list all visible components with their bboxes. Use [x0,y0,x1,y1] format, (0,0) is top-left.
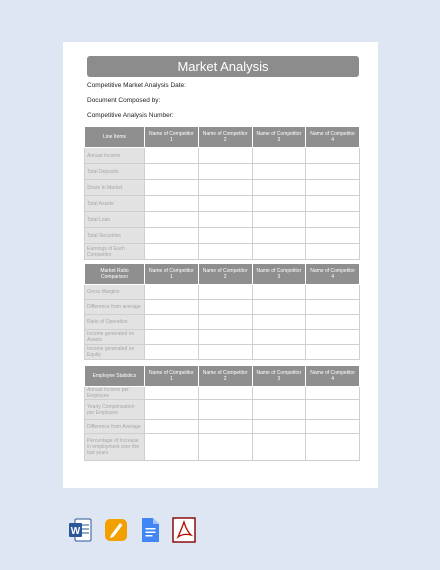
market-ratio-table [84,263,360,360]
table-cell[interactable] [198,228,252,244]
row-label: Yearly Compensation per Employee [85,400,145,420]
competitor-header: Name of Competitor 1 [145,264,199,285]
table-cell[interactable] [252,420,306,434]
table-cell[interactable] [145,180,199,196]
field-analysis-number: Competitive Analysis Number: [87,112,174,119]
table-cell[interactable] [252,387,306,400]
table-cell[interactable] [306,164,360,180]
row-label: Annual Income per Employee [85,387,145,400]
row-label: Total Assets [85,196,145,212]
table-cell[interactable] [198,420,252,434]
table-cell[interactable] [198,285,252,300]
pages-icon[interactable] [104,517,128,543]
competitor-header: Name of Competitor 4 [306,127,360,148]
table-cell[interactable] [145,228,199,244]
row-label: Difference from average [85,300,145,315]
table-cell[interactable] [145,330,199,345]
table-row [85,345,360,360]
table-cell[interactable] [306,315,360,330]
table-cell[interactable] [252,212,306,228]
row-label: Ratio of Operation [85,315,145,330]
table-header: Market Ratio Comparison [85,264,145,285]
table-cell[interactable] [306,345,360,360]
table-cell[interactable] [145,300,199,315]
table-cell[interactable] [145,315,199,330]
table-cell[interactable] [145,420,199,434]
table-cell[interactable] [306,300,360,315]
table-row [85,196,360,212]
competitor-header: Name of Competitor 3 [252,127,306,148]
file-format-icons [68,517,208,543]
row-label: Income generated on Assets [85,330,145,345]
table-row [85,434,360,461]
table-row [85,244,360,260]
table-cell[interactable] [145,212,199,228]
table-cell[interactable] [198,434,252,461]
google-docs-icon[interactable] [138,517,162,543]
table-cell[interactable] [306,244,360,260]
word-icon[interactable] [68,517,92,543]
table-cell[interactable] [306,228,360,244]
table-cell[interactable] [198,212,252,228]
competitor-header: Name of Competitor 2 [198,127,252,148]
table-cell[interactable] [306,212,360,228]
table-cell[interactable] [306,285,360,300]
table-row [85,330,360,345]
table-cell[interactable] [145,244,199,260]
table-cell[interactable] [145,196,199,212]
table-cell[interactable] [198,330,252,345]
row-label: Difference from Average [85,420,145,434]
table-cell[interactable] [145,434,199,461]
table-cell[interactable] [306,400,360,420]
competitor-header: Name of Competitor 1 [145,127,199,148]
row-label: Earnings of Each Competitor [85,244,145,260]
table-cell[interactable] [252,315,306,330]
table-cell[interactable] [252,228,306,244]
table-cell[interactable] [198,315,252,330]
table-cell[interactable] [198,196,252,212]
table-cell[interactable] [198,164,252,180]
row-label: Total Loan [85,212,145,228]
table-cell[interactable] [145,387,199,400]
table-row [85,148,360,164]
row-label: Income generated on Equity [85,345,145,360]
table-cell[interactable] [198,180,252,196]
table-header: Line Items [85,127,145,148]
employee-statistics-table [84,365,360,461]
table-cell[interactable] [252,400,306,420]
table-cell[interactable] [145,400,199,420]
competitor-header: Name of Competitor 4 [306,366,360,387]
row-label: Total Securities [85,228,145,244]
table-cell[interactable] [306,180,360,196]
table-cell[interactable] [145,285,199,300]
competitor-header: Name of Competitor 2 [198,264,252,285]
competitor-header: Name of Competitor 3 [252,264,306,285]
field-composed-by: Document Composed by: [87,97,161,104]
field-analysis-date: Competitive Market Analysis Date: [87,82,186,89]
table-cell[interactable] [252,196,306,212]
row-label: Total Deposits [85,164,145,180]
competitor-header: Name of Competitor 1 [145,366,199,387]
table-cell[interactable] [198,300,252,315]
table-cell[interactable] [306,434,360,461]
table-cell[interactable] [198,148,252,164]
table-cell[interactable] [252,345,306,360]
table-cell[interactable] [252,300,306,315]
table-cell[interactable] [198,387,252,400]
row-label: Percentage of Increase in employment over the last years [85,434,145,461]
table-cell[interactable] [252,330,306,345]
table-row [85,164,360,180]
table-cell[interactable] [306,196,360,212]
table-cell[interactable] [252,434,306,461]
table-cell[interactable] [198,244,252,260]
table-header: Employee Statistics [85,366,145,387]
document-page [63,42,378,488]
table-cell[interactable] [198,345,252,360]
table-row [85,228,360,244]
table-cell[interactable] [252,285,306,300]
word-letter: W [70,526,81,537]
table-cell[interactable] [145,148,199,164]
row-label: Gross Margins [85,285,145,300]
competitor-header: Name of Competitor 4 [306,264,360,285]
table-cell[interactable] [252,244,306,260]
competitor-header: Name of Competitor 3 [252,366,306,387]
table-row [85,180,360,196]
table-cell[interactable] [145,164,199,180]
table-cell[interactable] [306,387,360,400]
table-cell[interactable] [306,148,360,164]
pdf-icon[interactable] [172,517,196,543]
table-row [85,400,360,420]
table-row [85,300,360,315]
table-row [85,420,360,434]
competitor-header: Name of Competitor 2 [198,366,252,387]
line-items-table [84,126,360,260]
table-cell[interactable] [252,180,306,196]
table-cell[interactable] [145,345,199,360]
row-label: Share in Market [85,180,145,196]
document-title: Market Analysis [87,56,359,77]
table-cell[interactable] [306,420,360,434]
table-row [85,387,360,400]
table-cell[interactable] [252,148,306,164]
table-cell[interactable] [198,400,252,420]
table-row [85,212,360,228]
row-label: Annual Income [85,148,145,164]
table-cell[interactable] [306,330,360,345]
table-cell[interactable] [252,164,306,180]
table-row [85,315,360,330]
table-row [85,285,360,300]
